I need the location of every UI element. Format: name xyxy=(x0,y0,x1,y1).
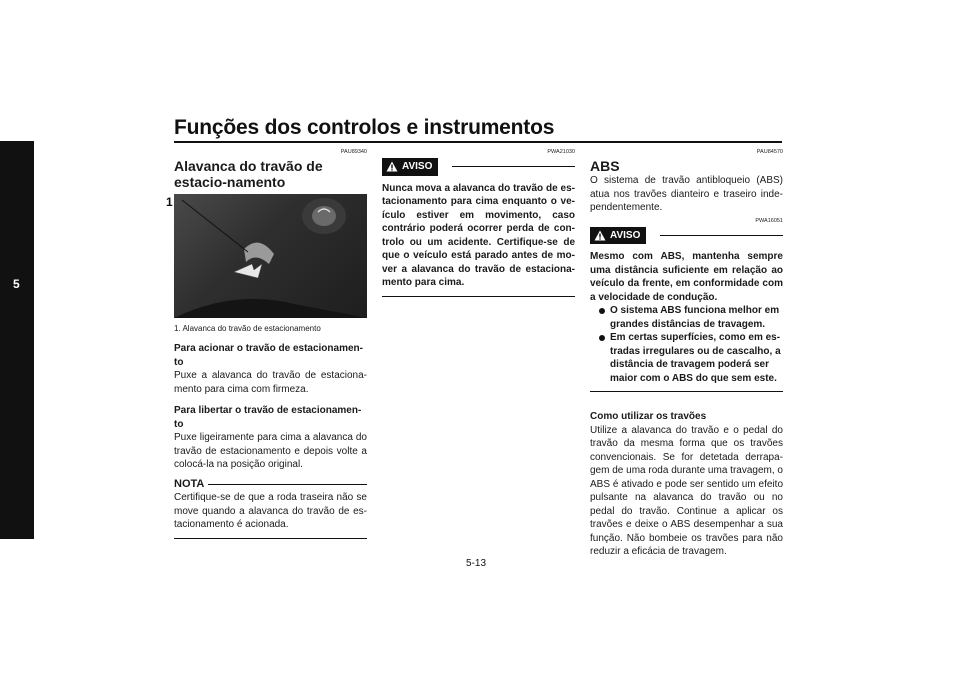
header-rule xyxy=(174,141,782,143)
abs-warning-label: AVISO xyxy=(610,229,641,241)
note-rule xyxy=(208,484,367,485)
section-heading: Alavanca do travão de estacio-namento xyxy=(174,158,323,190)
bullet-text: O sistema ABS funciona melhor em grandes distâncias de travagem. xyxy=(610,305,780,330)
paragraph-engage: Puxe a alavanca do travão de estaciona-mento para cima com firmeza. xyxy=(174,370,367,395)
abs-intro: O sistema de travão antibloqueio (ABS) atua nos travões dianteiro e traseiro inde-pendentemente. xyxy=(590,175,783,213)
column-warning xyxy=(382,148,575,297)
abs-warning-code: PWA16051 xyxy=(755,217,783,224)
abs-warning-bullets xyxy=(590,304,783,385)
warning-end-rule xyxy=(382,296,575,297)
page-header-title: Funções dos controlos e instrumentos xyxy=(174,116,555,139)
abs-warning-header xyxy=(590,227,783,245)
warning-badge xyxy=(382,158,438,176)
abs-subheading: Como utilizar os travões xyxy=(590,411,707,422)
callout-number: 1 xyxy=(166,195,173,209)
section-code: PAU89340 xyxy=(340,149,367,155)
warning-triangle-icon xyxy=(594,230,606,241)
abs-warning-badge xyxy=(590,227,646,245)
warning-triangle-icon xyxy=(386,161,398,172)
chapter-tab xyxy=(0,141,34,539)
abs-warning-rule xyxy=(660,235,783,236)
column-parking-brake xyxy=(166,148,367,539)
note-header xyxy=(174,478,367,492)
page-number: 5-13 xyxy=(466,558,487,569)
subheading-release: Para libertar o travão de estacionamen-to xyxy=(174,405,362,430)
abs-paragraph: Utilize a alavanca do travão e o pedal do travão da mesma forma que os travões convencionais. Se for detetada derrapa-gem de uma roda durante uma travagem, o ABS é ativado e pode ser sentido um efeito pulsante na alavanca do travão ou no pedal do travão. Continue a aplicar os travões e deixe o ABS desempenhar a sua função. Não bombeie os travões para não reduzir a eficácia de travagem. xyxy=(590,424,783,557)
bullet-icon xyxy=(599,335,605,341)
warning-rule xyxy=(452,166,575,167)
bullet-icon xyxy=(599,308,605,314)
list-item xyxy=(590,304,783,331)
abs-warning-text: Mesmo com ABS, mantenha sempre uma distância suficiente em relação ao veículo da frente, em conformidade com a velocidade de condução. xyxy=(590,251,783,303)
warning-header xyxy=(382,158,575,176)
parking-brake-photo xyxy=(166,194,367,318)
bullet-text: Em certas superfícies, como em es-tradas irregulares ou de cascalho, a distância de travagem poderá ser maior com o ABS do que sem este. xyxy=(610,332,781,384)
note-text: Certifique-se de que a roda traseira não se move quando a alavanca do travão de es-tacionamento é acionada. xyxy=(174,492,367,530)
list-item xyxy=(590,331,783,385)
parking-brake-illustration xyxy=(174,194,367,318)
abs-warning-end-rule xyxy=(590,391,783,392)
column-abs xyxy=(590,148,783,559)
note-end-rule xyxy=(174,538,367,539)
abs-heading: ABS xyxy=(590,158,620,174)
warning-text: Nunca mova a alavanca do travão de es-tacionamento para cima enquanto o ve-ículo estiver em movimento, caso contrário poderá ocorrer perda de con-trolo ou um acidente. Certifique-se de que o veículo está parado antes de mo-ver a alavanca do travão de estaciona-mento para cima. xyxy=(382,182,575,288)
chapter-number: 5 xyxy=(13,277,20,291)
warning-label: AVISO xyxy=(402,161,433,172)
figure-caption: 1. Alavanca do travão de estacionamento xyxy=(174,324,321,333)
paragraph-release: Puxe ligeiramente para cima a alavanca do travão de estacionamento e depois volte a colocá-la na posição original. xyxy=(174,432,367,470)
note-label: NOTA xyxy=(174,477,205,490)
warning-code: PWA21030 xyxy=(547,149,575,155)
subheading-engage: Para acionar o travão de estacionamen-to xyxy=(174,343,363,368)
abs-code: PAU84570 xyxy=(756,149,783,155)
